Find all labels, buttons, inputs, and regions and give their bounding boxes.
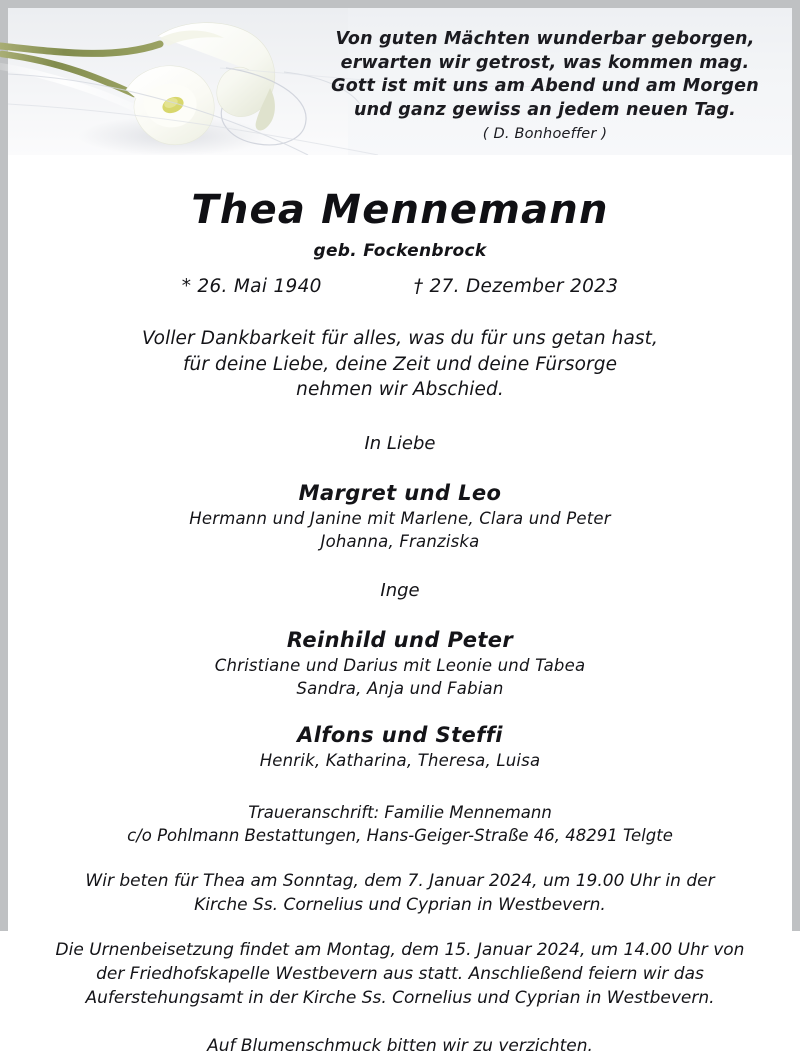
burial-service-info bbox=[32, 917, 768, 1010]
life-dates bbox=[32, 263, 768, 300]
farewell-message bbox=[32, 300, 768, 403]
family-group-1-line-2: Johanna, Franziska bbox=[320, 531, 480, 551]
header-banner bbox=[8, 8, 792, 155]
quote-line-1: Von guten Mächten wunderbar geborgen, bbox=[335, 29, 755, 49]
farewell-line-1: Voller Dankbarkeit für alles, was du für uns getan hast, bbox=[141, 328, 659, 349]
family-group-3-line-1: Henrik, Katharina, Theresa, Luisa bbox=[259, 750, 541, 770]
farewell-line-2: für deine Liebe, deine Zeit und deine Fürsorge bbox=[182, 353, 618, 375]
birth-date: * 26. Mai 1940 bbox=[181, 276, 322, 297]
family-single-name: Inge bbox=[380, 579, 420, 601]
death-date: † 27. Dezember 2023 bbox=[413, 276, 619, 297]
mourning-address bbox=[32, 772, 768, 847]
family-group-2-head: Reinhild und Peter bbox=[286, 627, 514, 652]
obituary-body bbox=[8, 155, 792, 1058]
family-group-3 bbox=[32, 700, 768, 772]
closing-note: Auf Blumenschmuck bitten wir zu verzichten. bbox=[207, 1035, 593, 1056]
calla-lily-image bbox=[8, 8, 348, 155]
family-group-1-head: Margret und Leo bbox=[298, 480, 502, 505]
quote-line-3: Gott ist mit uns am Abend und am Morgen bbox=[331, 76, 759, 96]
address-line-1: Traueranschrift: Familie Mennemann bbox=[248, 802, 552, 822]
in-love-label: In Liebe bbox=[364, 432, 436, 454]
burial-line-1: Die Urnenbeisetzung findet am Montag, dem 15. Januar 2024, um 14.00 Uhr von bbox=[55, 939, 745, 960]
family-group-2-line-2: Sandra, Anja und Fabian bbox=[296, 678, 504, 698]
quote-attribution: ( D. Bonhoeffer ) bbox=[482, 126, 608, 142]
address-line-2: c/o Pohlmann Bestattungen, Hans-Geiger-Straße 46, 48291 Telgte bbox=[127, 825, 673, 845]
quote-line-2: erwarten wir getrost, was kommen mag. bbox=[340, 52, 750, 73]
prayer-service-info bbox=[32, 847, 768, 917]
family-group-3-head: Alfons und Steffi bbox=[297, 722, 503, 747]
family-group-2-line-1: Christiane und Darius mit Leonie und Tabea bbox=[214, 655, 586, 675]
prayer-line-2: Kirche Ss. Cornelius und Cyprian in Westbevern. bbox=[194, 894, 606, 915]
burial-line-3: Auferstehungsamt in der Kirche Ss. Cornelius und Cyprian in Westbevern. bbox=[85, 987, 715, 1008]
quote-line-4: und ganz gewiss an jedem neuen Tag. bbox=[353, 99, 737, 120]
maiden-name: geb. Fockenbrock bbox=[313, 241, 487, 261]
prayer-line-1: Wir beten für Thea am Sonntag, dem 7. Januar 2024, um 19.00 Uhr in der bbox=[85, 870, 715, 891]
family-group-2 bbox=[32, 603, 768, 700]
deceased-name: Thea Mennemann bbox=[191, 187, 609, 233]
family-group-1 bbox=[32, 456, 768, 553]
family-group-1-line-1: Hermann und Janine mit Marlene, Clara und Peter bbox=[189, 508, 611, 528]
farewell-line-3: nehmen wir Abschied. bbox=[296, 379, 504, 400]
memorial-quote bbox=[308, 28, 782, 145]
burial-line-2: der Friedhofskapelle Westbevern aus statt. Anschließend feiern wir das bbox=[96, 963, 704, 984]
